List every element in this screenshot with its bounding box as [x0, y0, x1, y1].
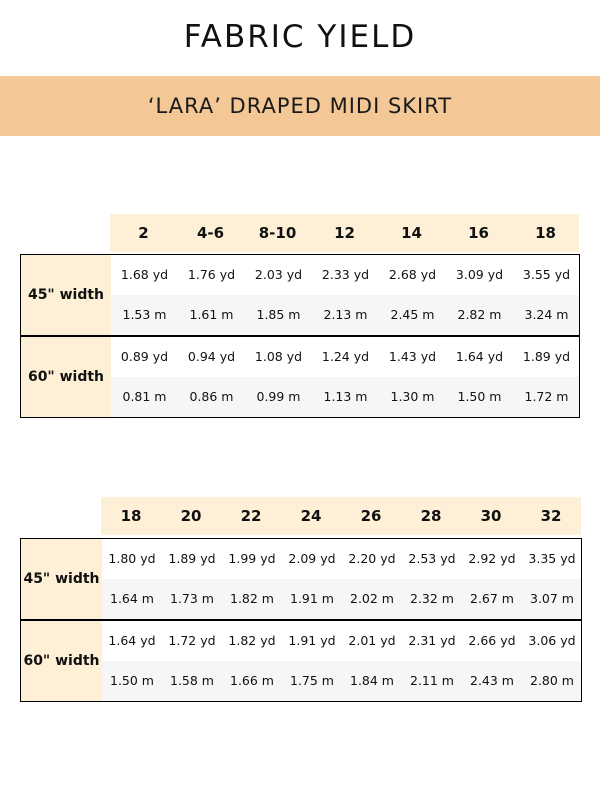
- yield-value-cell: 2.82 m: [457, 307, 502, 322]
- yield-value-cell: 1.76 yd: [187, 267, 236, 282]
- yield-value-cell: 1.61 m: [189, 307, 234, 322]
- yield-value-cell: 2.53 yd: [408, 551, 456, 566]
- yield-value-cell: 2.01 yd: [348, 633, 396, 648]
- yield-value-cell: 2.33 yd: [321, 267, 370, 282]
- yield-value-cell: 1.50 m: [110, 673, 154, 688]
- yield-value-cell: 1.80 yd: [108, 551, 156, 566]
- yield-value-cell: 2.03 yd: [254, 267, 303, 282]
- yield-value-cell: 2.13 m: [323, 307, 368, 322]
- yards-row: [102, 539, 581, 579]
- size-header-cell: 8-10: [258, 224, 297, 242]
- yield-value-cell: 2.09 yd: [288, 551, 336, 566]
- size-header-cell: 30: [480, 507, 502, 525]
- yield-value-cell: 2.11 m: [410, 673, 454, 688]
- yield-value-cell: 1.13 m: [323, 389, 368, 404]
- size-header-cell: 14: [401, 224, 422, 242]
- yield-value-cell: 1.73 m: [170, 591, 214, 606]
- yield-value-cell: 1.64 yd: [455, 349, 504, 364]
- meters-row: [111, 295, 579, 335]
- yield-value-cell: 1.30 m: [390, 389, 435, 404]
- size-header-cell: 16: [468, 224, 489, 242]
- yield-value-cell: 0.94 yd: [187, 349, 236, 364]
- yield-value-cell: 2.92 yd: [468, 551, 516, 566]
- yield-value-cell: 1.68 yd: [120, 267, 169, 282]
- yield-value-cell: 2.32 m: [410, 591, 454, 606]
- yield-value-cell: 1.72 m: [524, 389, 569, 404]
- yield-value-cell: 1.85 m: [256, 307, 301, 322]
- yield-value-cell: 1.89 yd: [522, 349, 571, 364]
- yield-value-cell: 1.91 m: [290, 591, 334, 606]
- yield-value-cell: 2.68 yd: [388, 267, 437, 282]
- size-header-cell: 28: [420, 507, 442, 525]
- yield-value-cell: 2.66 yd: [468, 633, 516, 648]
- yield-value-cell: 0.99 m: [256, 389, 301, 404]
- yield-value-cell: 3.24 m: [524, 307, 569, 322]
- meters-row: [111, 377, 579, 417]
- yards-row: [102, 621, 581, 661]
- yield-value-cell: 1.64 yd: [108, 633, 156, 648]
- size-header-cell: 20: [180, 507, 202, 525]
- size-header-cell: 18: [535, 224, 556, 242]
- yield-value-cell: 1.91 yd: [288, 633, 336, 648]
- yield-value-cell: 2.45 m: [390, 307, 435, 322]
- yards-row: [111, 337, 579, 377]
- yield-value-cell: 0.89 yd: [120, 349, 169, 364]
- meters-row: [102, 579, 581, 619]
- width-label: 45" width: [21, 255, 111, 335]
- yards-row: [111, 255, 579, 295]
- yield-value-cell: 1.72 yd: [168, 633, 216, 648]
- yield-value-cell: 1.99 yd: [228, 551, 276, 566]
- yield-value-cell: 1.66 m: [230, 673, 274, 688]
- size-header-cell: 24: [300, 507, 322, 525]
- yield-value-cell: 2.31 yd: [408, 633, 456, 648]
- size-header-row: [110, 214, 579, 252]
- yield-value-cell: 1.43 yd: [388, 349, 437, 364]
- size-header-cell: 22: [240, 507, 262, 525]
- yield-value-cell: 3.07 m: [530, 591, 574, 606]
- size-header-cell: 4-6: [196, 224, 225, 242]
- yield-value-cell: 1.82 yd: [228, 633, 276, 648]
- yield-value-cell: 1.64 m: [110, 591, 154, 606]
- width-group: [20, 538, 582, 620]
- yield-value-cell: 1.84 m: [350, 673, 394, 688]
- yield-value-cell: 1.53 m: [122, 307, 167, 322]
- yield-value-cell: 1.58 m: [170, 673, 214, 688]
- yield-value-cell: 1.24 yd: [321, 349, 370, 364]
- yield-table-large-sizes: [20, 497, 581, 702]
- yield-value-cell: 0.86 m: [189, 389, 234, 404]
- yield-value-cell: 2.20 yd: [348, 551, 396, 566]
- size-header-cell: 32: [540, 507, 562, 525]
- yield-value-cell: 3.06 yd: [528, 633, 576, 648]
- yield-value-cell: 3.35 yd: [528, 551, 576, 566]
- size-header-cell: 12: [334, 224, 355, 242]
- meters-row: [102, 661, 581, 701]
- yield-value-cell: 1.08 yd: [254, 349, 303, 364]
- size-header-row: [101, 497, 581, 535]
- width-group: [20, 620, 582, 702]
- width-group: [20, 336, 580, 418]
- yield-table-small-sizes: [20, 214, 579, 418]
- yield-value-cell: 2.80 m: [530, 673, 574, 688]
- size-header-cell: 18: [120, 507, 142, 525]
- yield-value-cell: 1.82 m: [230, 591, 274, 606]
- width-label: 60" width: [21, 337, 111, 417]
- size-header-cell: 26: [360, 507, 382, 525]
- yield-value-cell: 2.43 m: [470, 673, 514, 688]
- yield-value-cell: 1.75 m: [290, 673, 334, 688]
- yield-value-cell: 2.02 m: [350, 591, 394, 606]
- yield-value-cell: 1.50 m: [457, 389, 502, 404]
- yield-value-cell: 3.09 yd: [455, 267, 504, 282]
- yield-value-cell: 1.89 yd: [168, 551, 216, 566]
- page-subtitle: ‘LARA’ DRAPED MIDI SKIRT: [147, 94, 453, 118]
- size-header-cell: 2: [138, 224, 149, 242]
- width-label: 45" width: [21, 539, 102, 619]
- yield-value-cell: 2.67 m: [470, 591, 514, 606]
- page-title: FABRIC YIELD: [183, 19, 417, 55]
- yield-value-cell: 3.55 yd: [522, 267, 571, 282]
- width-label: 60" width: [21, 621, 102, 701]
- width-group: [20, 254, 580, 336]
- yield-value-cell: 0.81 m: [122, 389, 167, 404]
